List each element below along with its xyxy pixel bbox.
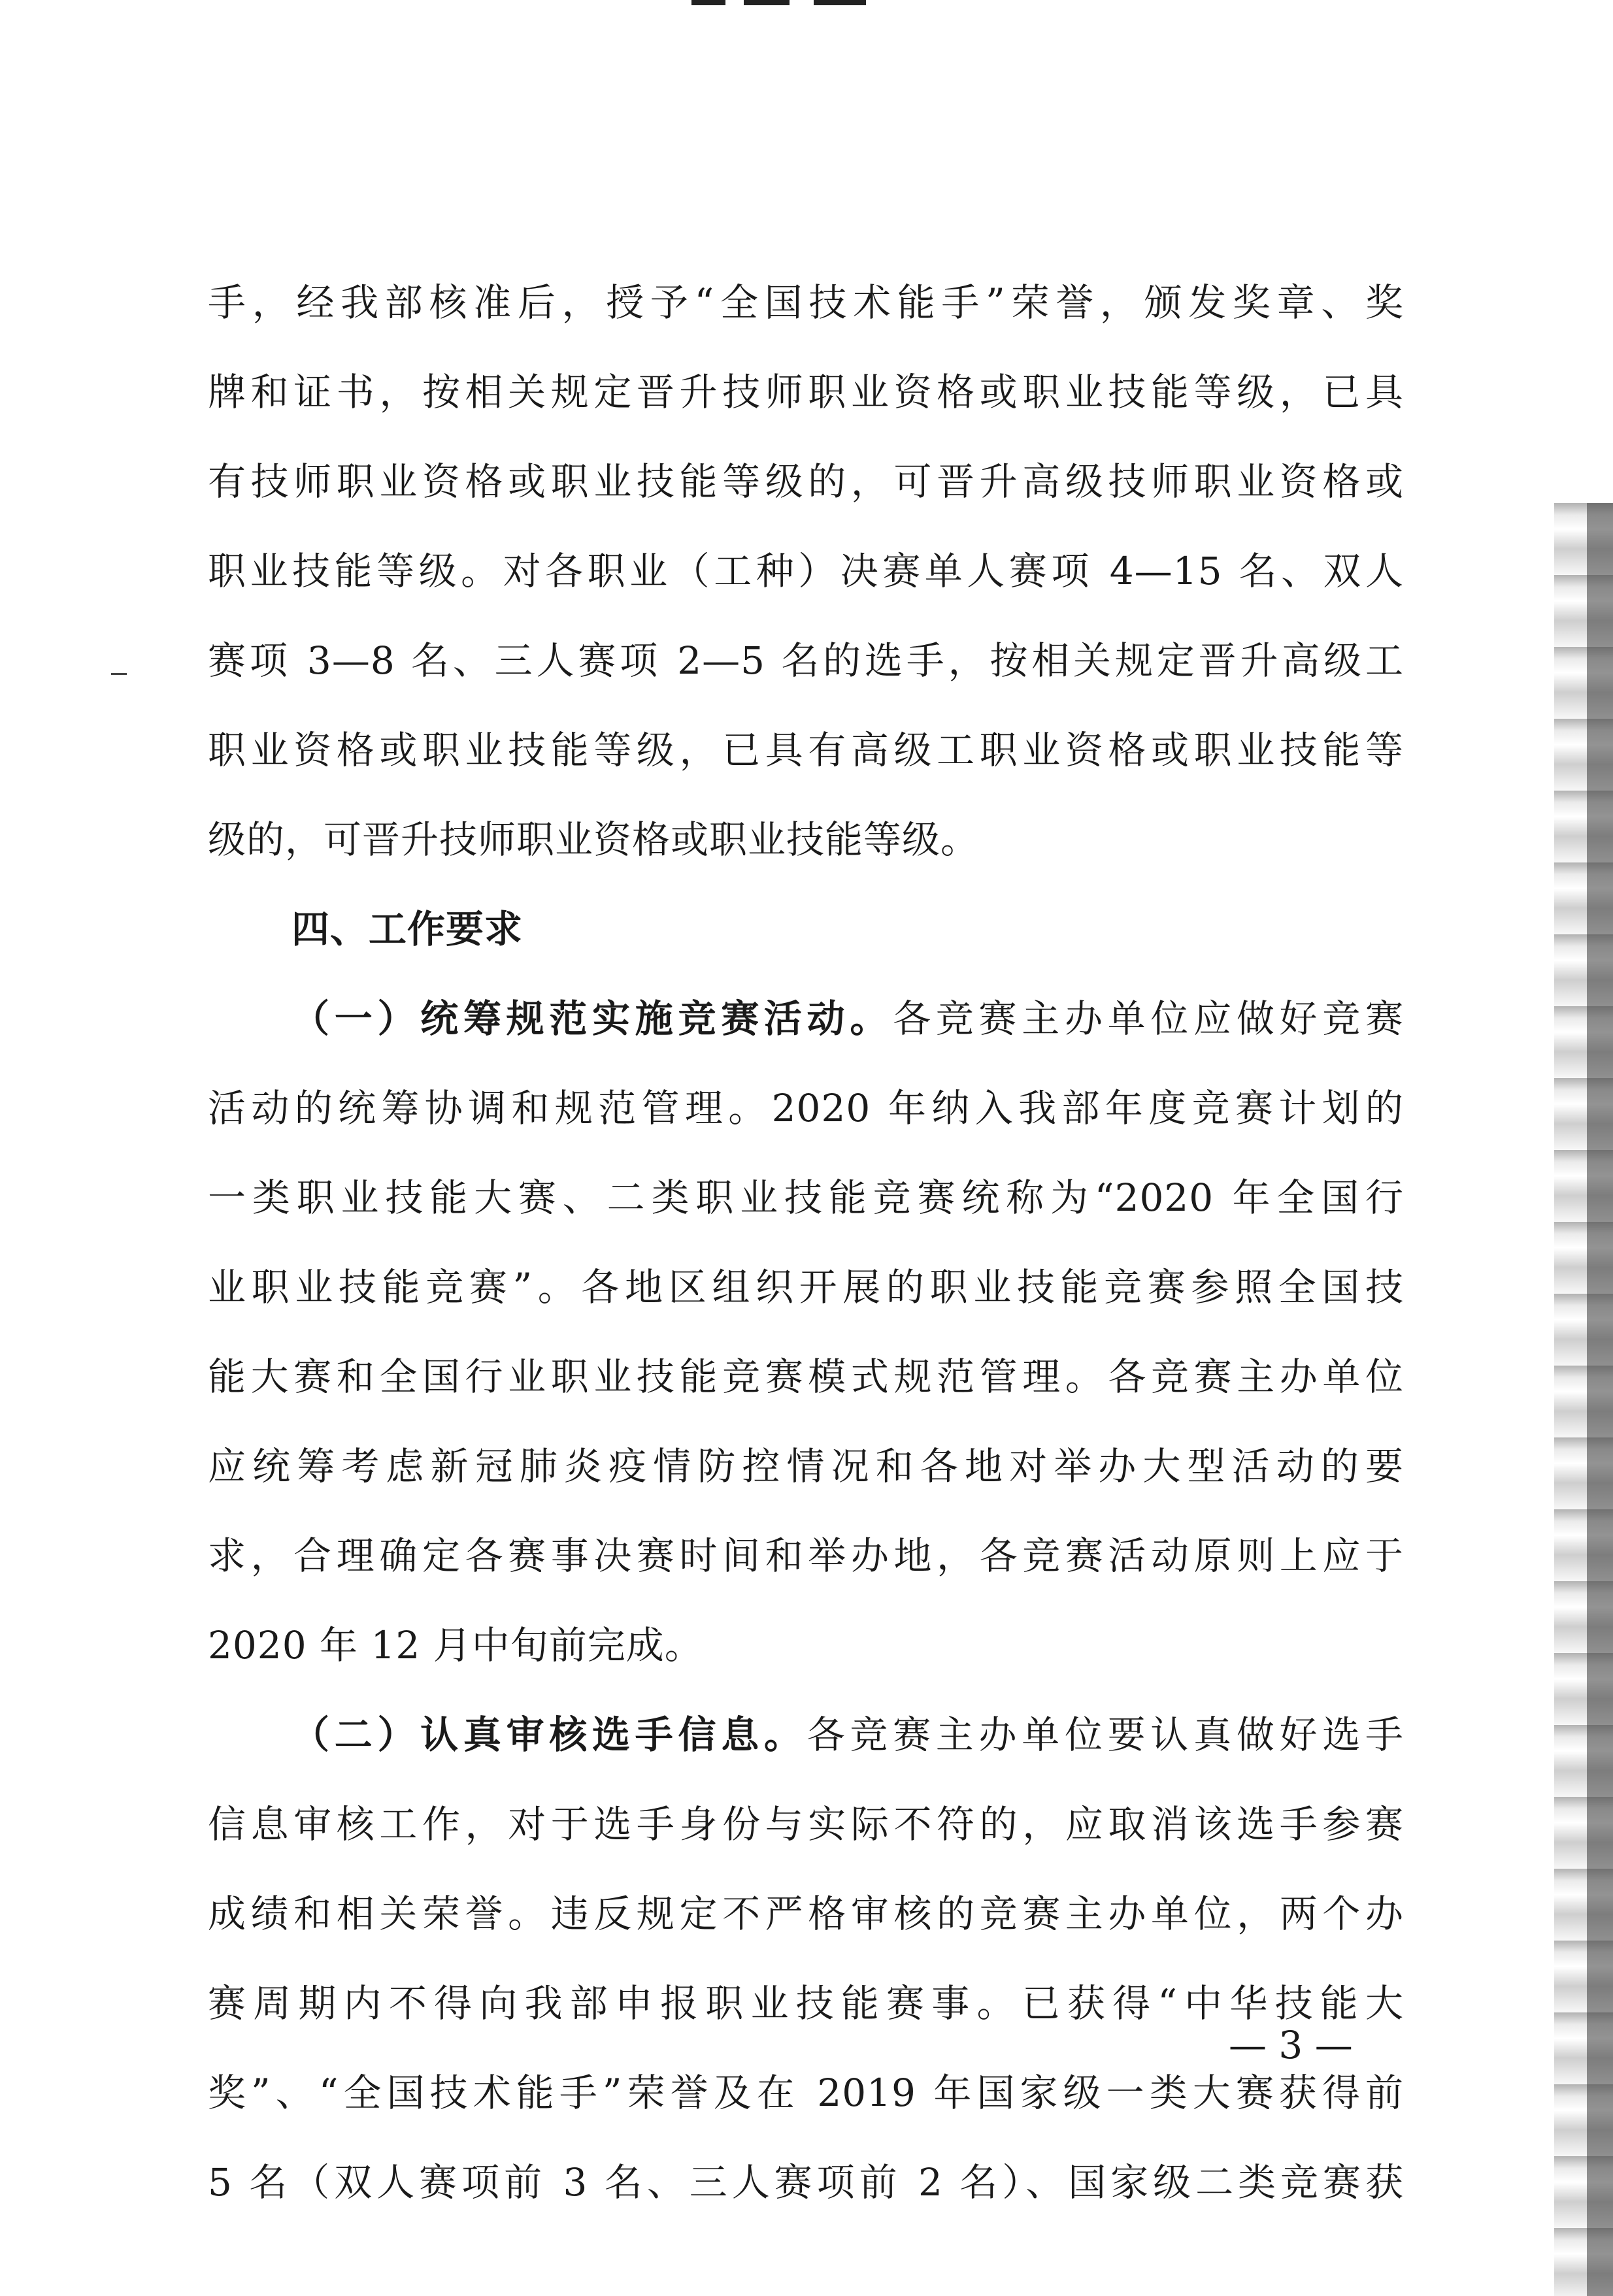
body-line: 2020 年 12 月中旬前完成。 [208, 1623, 703, 1667]
body-line: 信息审核工作，对于选手身份与实际不符的，应取消该选手参赛 [208, 1802, 1404, 1846]
subsection-first-line [208, 1690, 1404, 1780]
body-line: 求，合理确定各赛事决赛时间和举办地，各竞赛活动原则上应于 [208, 1533, 1404, 1578]
subsection-heading: （一）统筹规范实施竞赛活动。 [291, 996, 893, 1041]
body-line: 牌和证书，按相关规定晋升技师职业资格或职业技能等级，已具 [208, 370, 1404, 414]
body-line: 应统筹考虑新冠肺炎疫情防控情况和各地对举办大型活动的要 [208, 1444, 1404, 1488]
scan-top-mark [814, 0, 866, 5]
document-body [208, 258, 1404, 2227]
body-line: 奖”、“全国技术能手”荣誉及在 2019 年国家级一类大赛获得前 [208, 2071, 1404, 2115]
body-line: 职业技能等级。对各职业（工种）决赛单人赛项 4—15 名、双人 [208, 549, 1404, 593]
body-line: 成绩和相关荣誉。违反规定不严格审核的竞赛主办单位，两个办 [208, 1892, 1404, 1936]
body-line: 能大赛和全国行业职业技能竞赛模式规范管理。各竞赛主办单位 [208, 1354, 1404, 1399]
body-line: 5 名（双人赛项前 3 名、三人赛项前 2 名）、国家级二类竞赛获 [208, 2160, 1404, 2205]
body-line: 职业资格或职业技能等级，已具有高级工职业资格或职业技能等 [208, 728, 1404, 772]
body-text: 各竞赛主办单位要认真做好选手 [806, 1713, 1404, 1757]
scan-top-mark [691, 0, 725, 5]
body-line: 赛项 3—8 名、三人赛项 2—5 名的选手，按相关规定晋升高级工 [208, 638, 1404, 683]
body-line: 赛周期内不得向我部申报职业技能赛事。已获得“中华技能大 [208, 1981, 1404, 2025]
scan-mark [111, 673, 127, 675]
body-line: 业职业技能竞赛”。各地区组织开展的职业技能竞赛参照全国技 [208, 1265, 1404, 1309]
body-text: 各竞赛主办单位应做好竞赛 [893, 996, 1404, 1041]
scan-edge-shadow [1587, 503, 1613, 2296]
body-line: 一类职业技能大赛、二类职业技能竞赛统称为“2020 年全国行 [208, 1175, 1404, 1220]
body-line: 级的，可晋升技师职业资格或职业技能等级。 [208, 817, 980, 862]
subsection-heading: （二）认真审核选手信息。 [291, 1713, 807, 1757]
subsection-first-line [208, 974, 1404, 1064]
page-number: — 3 — [1229, 2023, 1353, 2067]
scan-top-mark [744, 0, 790, 5]
body-line: 手，经我部核准后，授予“全国技术能手”荣誉，颁发奖章、奖 [208, 280, 1404, 325]
body-line: 活动的统筹协调和规范管理。2020 年纳入我部年度竞赛计划的 [208, 1086, 1404, 1130]
body-line: 有技师职业资格或职业技能等级的，可晋升高级技师职业资格或 [208, 459, 1404, 504]
section-heading: 四、工作要求 [291, 907, 524, 951]
